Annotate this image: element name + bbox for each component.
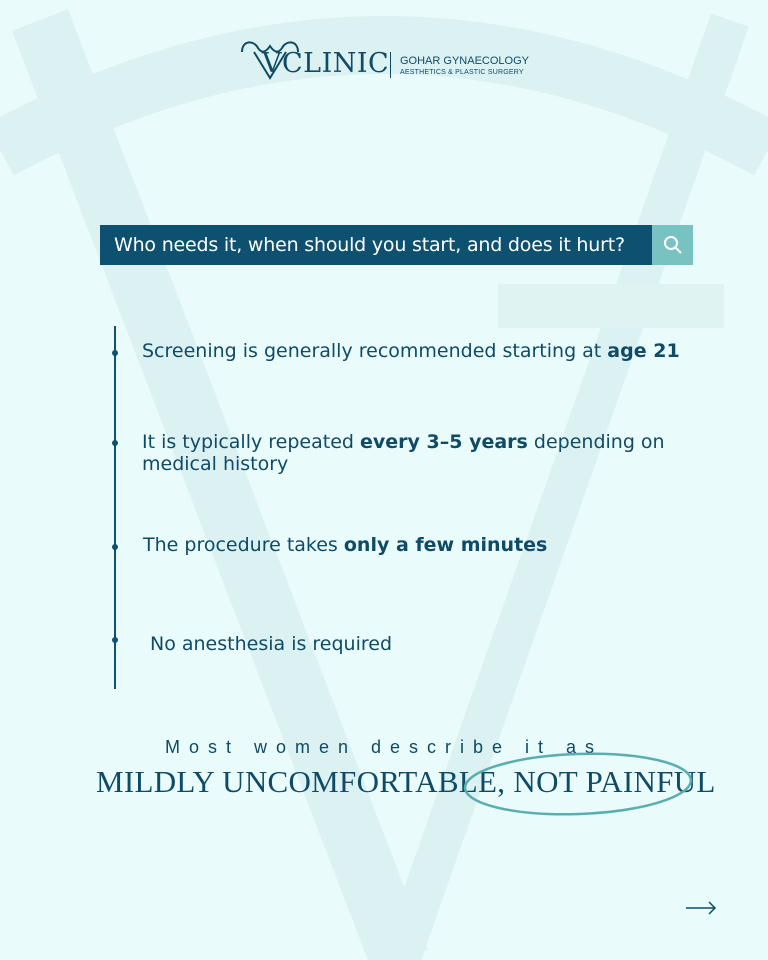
list-item-duration xyxy=(143,534,547,556)
question-text: Who needs it, when should you start, and does it hurt? xyxy=(114,234,625,256)
point-emphasis: age 21 xyxy=(607,340,680,362)
clinic-name: GOHAR GYNAECOLOGY xyxy=(400,55,529,67)
search-button[interactable] xyxy=(652,225,693,265)
question-search-bar[interactable] xyxy=(100,225,693,265)
point-text: It is typically repeated xyxy=(142,431,360,453)
point-text-end: depending on medical history xyxy=(142,431,665,475)
decorative-box xyxy=(498,284,724,328)
timeline-dot xyxy=(112,440,118,446)
logo-wordmark: VCLINIC xyxy=(262,48,390,79)
point-text: No anesthesia is required xyxy=(150,633,393,655)
timeline-dot xyxy=(112,350,118,356)
headline-part-2: NOT PAINFUL xyxy=(505,764,716,799)
point-text: Screening is generally recommended starting at xyxy=(142,340,608,362)
point-emphasis: only a few minutes xyxy=(343,534,548,556)
timeline-line xyxy=(114,326,116,689)
timeline-dot xyxy=(112,544,118,550)
list-item-frequency xyxy=(142,431,672,475)
logo-divider xyxy=(390,52,391,78)
list-item-anesthesia xyxy=(150,633,392,655)
clinic-subtitle: AESTHETICS & PLASTIC SURGERY xyxy=(400,69,524,76)
clinic-logo xyxy=(240,38,540,82)
point-text: The procedure takes xyxy=(143,534,344,556)
headline-part-1: MILDLY UNCOMFORTABLE, xyxy=(96,764,506,799)
list-item-age xyxy=(142,340,680,362)
highlight-ellipse xyxy=(462,751,694,817)
search-icon xyxy=(663,235,683,255)
tagline: Most women describe it as xyxy=(164,737,604,757)
arrow-right-icon[interactable] xyxy=(684,898,718,918)
timeline-dot xyxy=(112,637,118,643)
point-emphasis: every 3–5 years xyxy=(360,431,528,453)
